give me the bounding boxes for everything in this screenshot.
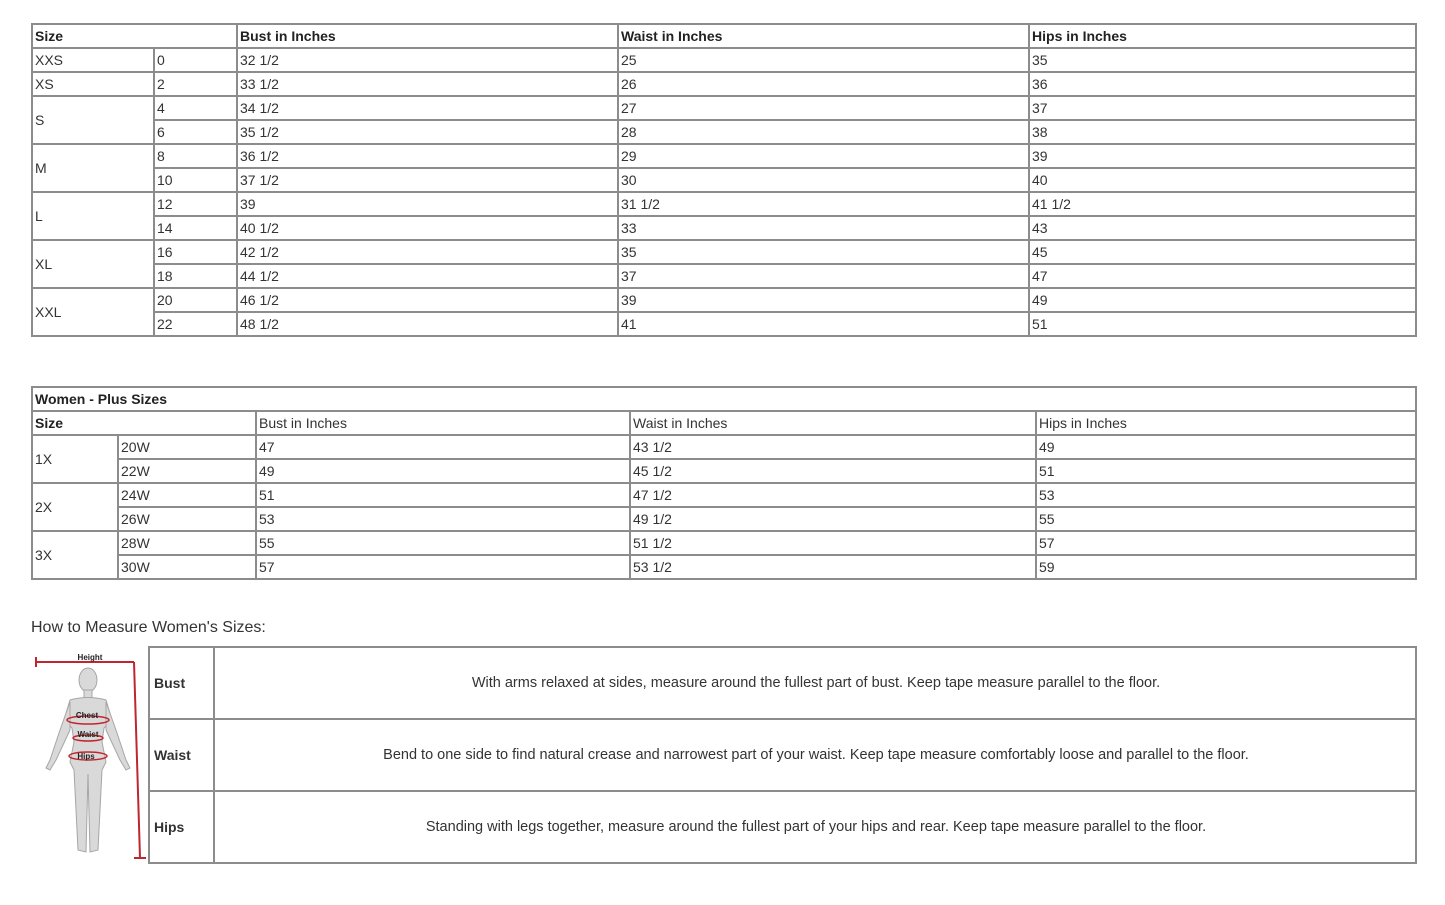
size-cell: 3X [32, 531, 118, 579]
waist-header: Waist in Inches [630, 411, 1036, 435]
hips-cell: 51 [1029, 312, 1416, 336]
hips-cell: 45 [1029, 240, 1416, 264]
size-cell: 2X [32, 483, 118, 531]
size-number-cell: 14 [154, 216, 237, 240]
body-figure-illustration [30, 650, 148, 865]
hips-cell: 36 [1029, 72, 1416, 96]
hips-header: Hips in Inches [1036, 411, 1416, 435]
table-row [32, 240, 1416, 264]
bust-header: Bust in Inches [237, 24, 618, 48]
size-cell: XXS [32, 48, 154, 72]
size-cell: 1X [32, 435, 118, 483]
size-cell: XXL [32, 288, 154, 336]
table-row [32, 483, 1416, 507]
waist-cell: 30 [618, 168, 1029, 192]
size-number-cell: 4 [154, 96, 237, 120]
size-number-cell: 24W [118, 483, 256, 507]
table-row [32, 264, 1416, 288]
table-row [32, 72, 1416, 96]
hips-cell: 59 [1036, 555, 1416, 579]
table-row [32, 192, 1416, 216]
hips-cell: 35 [1029, 48, 1416, 72]
waist-cell: 43 1/2 [630, 435, 1036, 459]
measure-description: With arms relaxed at sides, measure around the fullest part of bust. Keep tape measure parallel to the floor. [214, 647, 1416, 719]
measure-section-title: How to Measure Women's Sizes: [31, 619, 266, 636]
bust-cell: 35 1/2 [237, 120, 618, 144]
size-number-cell: 8 [154, 144, 237, 168]
table-row [32, 120, 1416, 144]
size-number-cell: 2 [154, 72, 237, 96]
hips-cell: 57 [1036, 531, 1416, 555]
bust-cell: 32 1/2 [237, 48, 618, 72]
table-title-row [32, 387, 1416, 411]
table-row [32, 555, 1416, 579]
bust-cell: 37 1/2 [237, 168, 618, 192]
size-cell: XL [32, 240, 154, 288]
hips-cell: 49 [1036, 435, 1416, 459]
measure-row-waist [149, 719, 1416, 791]
waist-cell: 37 [618, 264, 1029, 288]
table-row [32, 507, 1416, 531]
waist-cell: 31 1/2 [618, 192, 1029, 216]
waist-cell: 47 1/2 [630, 483, 1036, 507]
size-number-cell: 6 [154, 120, 237, 144]
bust-cell: 46 1/2 [237, 288, 618, 312]
measure-label: Hips [149, 791, 214, 863]
plus-size-table [31, 386, 1417, 580]
bust-cell: 33 1/2 [237, 72, 618, 96]
standard-size-table [31, 23, 1417, 337]
size-cell: L [32, 192, 154, 240]
size-number-cell: 22W [118, 459, 256, 483]
hips-cell: 53 [1036, 483, 1416, 507]
height-label: Height [77, 653, 103, 662]
hips-cell: 55 [1036, 507, 1416, 531]
waist-cell: 33 [618, 216, 1029, 240]
waist-cell: 51 1/2 [630, 531, 1036, 555]
table-row [32, 312, 1416, 336]
table-header-row [32, 411, 1416, 435]
size-number-cell: 26W [118, 507, 256, 531]
size-number-cell: 28W [118, 531, 256, 555]
waist-cell: 26 [618, 72, 1029, 96]
hips-header: Hips in Inches [1029, 24, 1416, 48]
waist-cell: 45 1/2 [630, 459, 1036, 483]
table-row [32, 144, 1416, 168]
size-number-cell: 20W [118, 435, 256, 459]
bust-cell: 51 [256, 483, 630, 507]
measure-label: Waist [149, 719, 214, 791]
body-measurement-figure [30, 650, 148, 865]
size-number-cell: 10 [154, 168, 237, 192]
waist-cell: 49 1/2 [630, 507, 1036, 531]
waist-cell: 41 [618, 312, 1029, 336]
how-to-measure-table [148, 646, 1417, 864]
hips-cell: 43 [1029, 216, 1416, 240]
bust-cell: 42 1/2 [237, 240, 618, 264]
size-number-cell: 12 [154, 192, 237, 216]
waist-cell: 53 1/2 [630, 555, 1036, 579]
waist-cell: 27 [618, 96, 1029, 120]
table-row [32, 288, 1416, 312]
size-cell: XS [32, 72, 154, 96]
size-number-cell: 30W [118, 555, 256, 579]
bust-cell: 48 1/2 [237, 312, 618, 336]
hips-cell: 51 [1036, 459, 1416, 483]
size-cell: S [32, 96, 154, 144]
size-number-cell: 18 [154, 264, 237, 288]
table-row [32, 531, 1416, 555]
size-number-cell: 20 [154, 288, 237, 312]
table-header-row [32, 24, 1416, 48]
hips-cell: 38 [1029, 120, 1416, 144]
table-row [32, 96, 1416, 120]
waist-header: Waist in Inches [618, 24, 1029, 48]
size-number-cell: 16 [154, 240, 237, 264]
measure-row-hips [149, 791, 1416, 863]
measure-description: Standing with legs together, measure around the fullest part of your hips and rear. Keep tape measure parallel to the floor. [214, 791, 1416, 863]
waist-cell: 35 [618, 240, 1029, 264]
table-row [32, 459, 1416, 483]
measure-description: Bend to one side to find natural crease and narrowest part of your waist. Keep tape measure comfortably loose and parallel to the floor. [214, 719, 1416, 791]
hips-cell: 40 [1029, 168, 1416, 192]
table-row [32, 435, 1416, 459]
hips-cell: 49 [1029, 288, 1416, 312]
bust-cell: 53 [256, 507, 630, 531]
waist-cell: 39 [618, 288, 1029, 312]
bust-cell: 49 [256, 459, 630, 483]
bust-header: Bust in Inches [256, 411, 630, 435]
bust-cell: 34 1/2 [237, 96, 618, 120]
bust-cell: 39 [237, 192, 618, 216]
measure-row-bust [149, 647, 1416, 719]
size-cell: M [32, 144, 154, 192]
bust-cell: 36 1/2 [237, 144, 618, 168]
plus-size-title: Women - Plus Sizes [32, 387, 1416, 411]
bust-cell: 57 [256, 555, 630, 579]
hips-cell: 41 1/2 [1029, 192, 1416, 216]
bust-cell: 44 1/2 [237, 264, 618, 288]
waist-label: Waist [77, 730, 99, 739]
bust-cell: 40 1/2 [237, 216, 618, 240]
table-row [32, 48, 1416, 72]
waist-cell: 25 [618, 48, 1029, 72]
hips-label: Hips [77, 752, 95, 761]
measure-label: Bust [149, 647, 214, 719]
bust-cell: 47 [256, 435, 630, 459]
hips-cell: 37 [1029, 96, 1416, 120]
table-row [32, 168, 1416, 192]
size-number-cell: 0 [154, 48, 237, 72]
size-header: Size [32, 411, 256, 435]
hips-cell: 39 [1029, 144, 1416, 168]
size-header: Size [32, 24, 237, 48]
waist-cell: 28 [618, 120, 1029, 144]
table-row [32, 216, 1416, 240]
waist-cell: 29 [618, 144, 1029, 168]
hips-cell: 47 [1029, 264, 1416, 288]
size-number-cell: 22 [154, 312, 237, 336]
chest-label: Chest [75, 711, 99, 720]
bust-cell: 55 [256, 531, 630, 555]
